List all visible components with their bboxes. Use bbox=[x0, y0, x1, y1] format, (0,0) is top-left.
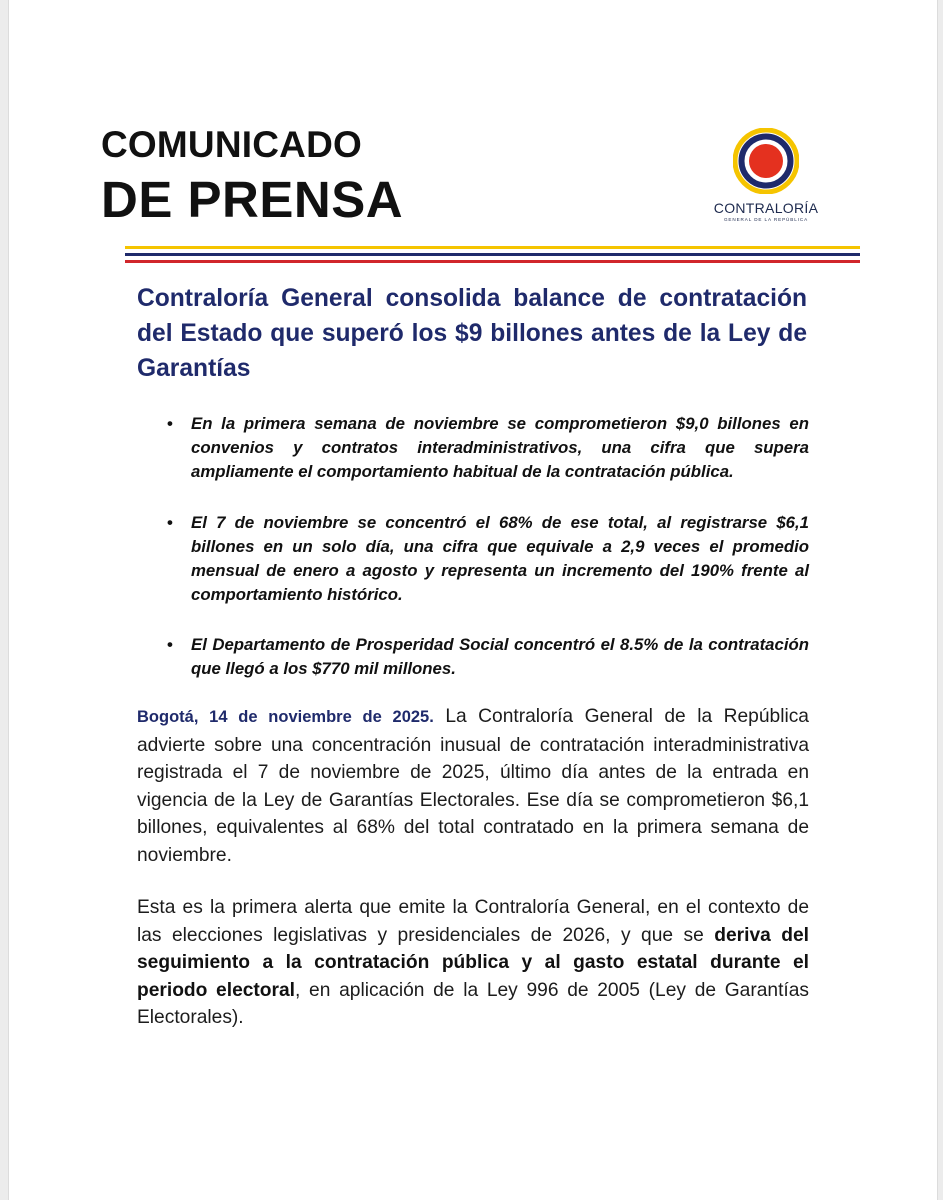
yellow-stripe bbox=[125, 246, 860, 249]
paragraph-2-end: , en aplicación de la Ley 996 de 2005 (Ley de Garantías Electorales). bbox=[137, 979, 810, 1028]
document-kicker: COMUNICADO bbox=[101, 124, 362, 165]
highlight-item: • El 7 de noviembre se concentró el 68% de ese total, al registrarse $6,1 billones en un solo día, una cifra que equivale a 2,9 veces el promedio mensual de enero a agosto y representa un incremento del 190% frente al comportamiento histórico. bbox=[159, 511, 809, 607]
dateline: Bogotá, 14 de noviembre de 2025. bbox=[137, 708, 434, 726]
body-paragraph-2 bbox=[137, 894, 809, 1032]
paragraph-2-start: Esta es la primera alerta que emite la Contraloría General, en el contexto de las elecciones legislativas y presidenciales de 2026, y que se bbox=[137, 897, 809, 946]
paragraph-1-text: La Contraloría General de la República advierte sobre una concentración inusual de contratación interadministrativa registrada el 7 de noviembre de 2025, último día antes de la entrada en vigencia de la Ley de Garantías Electorales. Ese día se comprometieron $6,1 billones, equivalentes al 68% del total contratado en la primera semana de noviembre. bbox=[137, 706, 809, 866]
highlights-list bbox=[159, 412, 809, 681]
highlight-item: • En la primera semana de noviembre se comprometieron $9,0 billones en convenios y contratos interadministrativos, una cifra que supera ampliamente el comportamiento habitual de la contratación pública. bbox=[159, 412, 809, 484]
contraloria-logo bbox=[705, 128, 827, 228]
contraloria-emblem-icon bbox=[733, 128, 799, 194]
press-release-page bbox=[8, 0, 938, 1200]
logo-name: CONTRALORÍA bbox=[713, 200, 819, 216]
red-stripe bbox=[125, 260, 860, 263]
body-paragraph-1 bbox=[137, 703, 809, 869]
blue-stripe bbox=[125, 253, 860, 256]
logo-subtitle: GENERAL DE LA REPÚBLICA bbox=[723, 217, 809, 222]
document-headline: DE PRENSA bbox=[101, 171, 404, 228]
press-release-title: Contraloría General consolida balance de contratación del Estado que superó los $9 billones antes de la Ley de Garantías bbox=[137, 285, 807, 382]
paragraph-2-emphasis: deriva del seguimiento a la contratación pública y al gasto estatal durante el periodo electoral bbox=[137, 924, 809, 1001]
highlight-item: • El Departamento de Prosperidad Social concentró el 8.5% de la contratación que llegó a los $770 mil millones. bbox=[159, 633, 809, 681]
flag-stripes bbox=[125, 246, 860, 263]
